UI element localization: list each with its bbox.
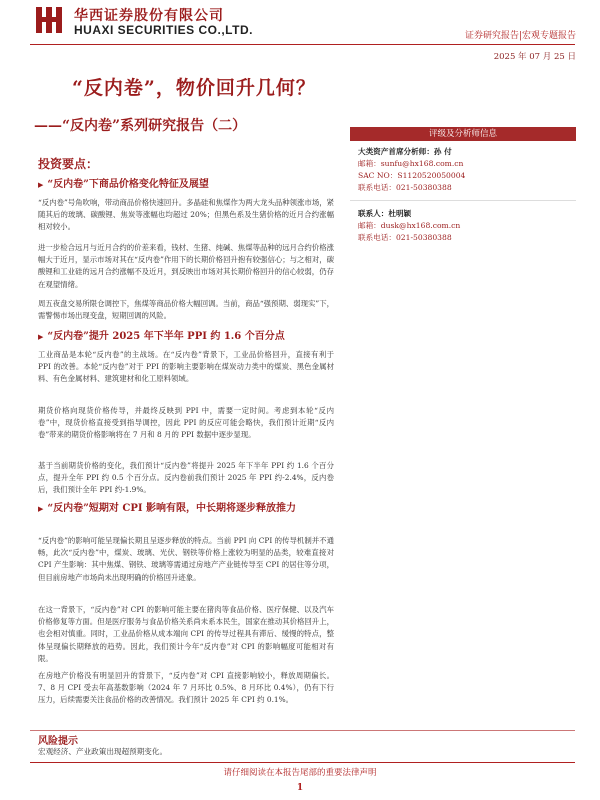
footer-divider [30,762,575,763]
analyst-email: 邮箱：sunfu@hx168.com.cn [358,159,464,168]
huaxi-logo-icon [34,5,66,35]
paragraph: 工业商品是本轮“反内卷”的主战场。在“反内卷”背景下，工业品价格回升，直接有利于 PPI 的改善。本轮“反内卷”对于 PPI 的影响主要影响在煤炭动力类中的煤炭、黑色金属材料、有色金属材料、建筑建材和化工原料领域。 [38,350,334,384]
paragraph: 在这一背景下，“反内卷”对 CPI 的影响可能主要在猪肉等食品价格、医疗保健、以及汽车价格修复等方面。但是医疗服务与食品价格关系尚未系本民生，国家在推动其价格回升上，也会相对慎重。同时，工业品价格从成本端向 CPI 的传导过程具有滞后、缓慢的特点，整体呈现偏长期释放的趋势。因此，我们预计今年“反内卷”对 CPI 的影响幅度可能相对有限。 [38,605,334,663]
analyst-sac: SAC NO：S1120520050004 [358,171,466,180]
paragraph: “反内卷”的影响可能呈现偏长期且呈逐步释放的特点。当前 PPI 向 CPI 的传导机制并不通畅，此次“反内卷”中，煤炭、玻璃、光伏、钢铁等价格上涨较为明显的品类，较难直接对 CPI 产生影响：其中焦煤、钢铁、玻璃等需通过房地产产业链传导至 CPI 的居住等分项，但目前房地产市场尚未出现明确的价格回升迹象。 [38,536,334,582]
paragraph: “反内卷”号角吹响，带动商品价格快速回升。多晶硅和焦煤作为两大龙头品种领涨市场，紧随其后的玻璃、碳酸锂、焦炭等涨幅也均超过 20%；但黑色系及生猪价格的近月合约涨幅相对较小。 [38,198,334,232]
paragraph: 基于当前期货价格的变化，我们预计“反内卷”将提升 2025 年下半年 PPI 约 1.6 个百分点，提升全年 PPI 约 0.5 个百分点。反内卷前我们预计 2025 年 PPI 约-2.4%，反内卷后，我们预计全年 PPI 约-1.9%。 [38,461,334,495]
section-heading-1: ▶ “反内卷”下商品价格变化特征及展望 [38,179,209,190]
company-name-en: HUAXI SECURITIES CO.,LTD. [74,23,253,37]
triangle-icon: ▶ [38,180,44,189]
analyst-title: 大类资产首席分析师：孙 付 [358,147,452,156]
paragraph: 在房地产价格没有明显回升的背景下，“反内卷”对 CPI 直接影响较小，释放周期偏长。7、8 月 CPI 受去年高基数影响（2024 年 7 月环比 0.5%、8 月环比 0.4%），仍有下行压力，后续需要关注食品价格的改善情况。我们预计 2025 年 CPI 约 0.1%。 [38,671,334,705]
company-name-cn: 华西证券股份有限公司 [74,8,224,24]
paragraph: 进一步检合远月与近月合约的价差来看，钱材、生猪、纯碱、焦煤等品种的远月合约价格涨幅大于近月，显示市场对其在“反内卷”作用下的长期价格回升抱有较强信心；与之相对，碳酸锂和工业硅的远月合约涨幅不及近月，到反映出市场对其长期价格回升的信心较弱，仍存在观望情绪。 [38,243,334,289]
report-title: “反内卷”，物价回升几何？ [72,77,316,99]
triangle-icon: ▶ [38,332,44,341]
risk-title: 风险提示 [38,736,78,747]
sidebar-header: 评级及分析师信息 [350,127,576,141]
header-divider [30,44,575,45]
paragraph: 期货价格向现货价格传导，并最终反映到 PPI 中，需要一定时间。考虑到本轮“反内卷”中，现货价格直接受到指导调控，因此 PPI 的反应可能会略快，我们预计近期“反内卷”带来的期货价格影响将在 7 月和 8 月的 PPI 数据中逐步显现。 [38,406,334,440]
section-heading-3: ▶ “反内卷”短期对 CPI 影响有限，中长期将逐步释放推力 [38,503,297,514]
legal-notice: 请仔细阅读在本报告尾部的重要法律声明 [223,768,377,778]
contact-email: 邮箱：dusk@hx168.com.cn [358,221,461,230]
page-number: 1 [296,783,304,793]
risk-divider [30,730,575,731]
report-subtitle: ——“反内卷”系列研究报告（二） [34,118,247,134]
risk-text: 宏观经济、产业政策出现超预期变化。 [38,747,168,756]
report-category: 证券研究报告|宏观专题报告 [464,31,576,41]
analyst-phone: 联系电话：021-50380388 [358,183,452,192]
sidebar-divider [350,200,576,201]
paragraph: 周五夜盘交易所限仓调控下，焦煤等商品价格大幅回调。当前，商品“强预期、弱现实”下，需警惕市场出现变盘，短期回调的风险。 [38,299,334,321]
section-heading-2: ▶ “反内卷”提升 2025 年下半年 PPI 约 1.6 个百分点 [38,331,285,342]
section-label: 投资要点： [38,157,99,171]
triangle-icon: ▶ [38,504,44,513]
report-date: 2025 年 07 月 25 日 [493,52,576,62]
contact-title: 联系人：杜明颖 [358,209,412,218]
contact-phone: 联系电话：021-50380388 [358,233,452,242]
